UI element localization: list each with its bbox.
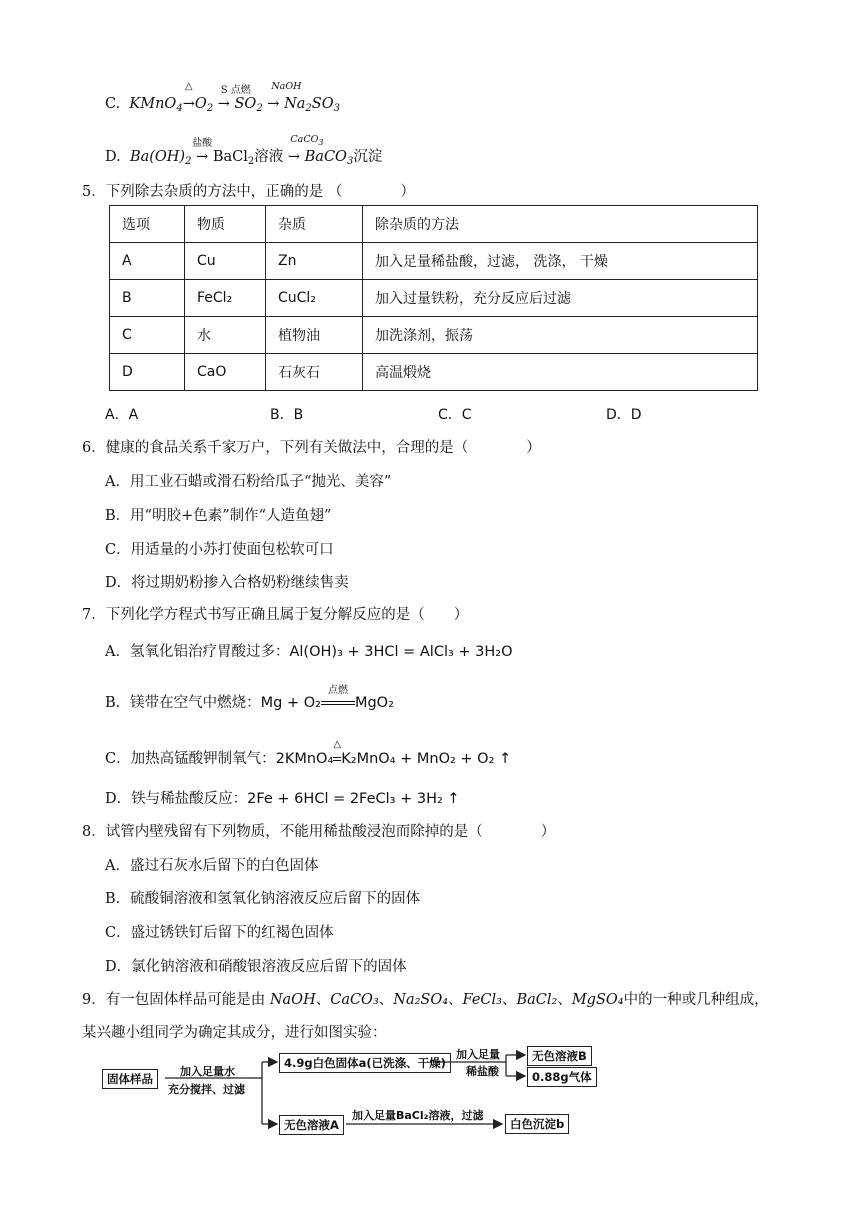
- q9-stem-line2: 某兴趣小组同学为确定其成分，进行如图实验：: [82, 1025, 387, 1041]
- table-row: C 水 植物油 加洗涤剂，振荡: [110, 317, 758, 354]
- table-row: B FeCl₂ CuCl₂ 加入过量铁粉，充分反应后过滤: [110, 280, 758, 317]
- step2-bottom-label: 稀盐酸: [466, 1065, 499, 1078]
- step1-bottom-label: 充分搅拌、过滤: [168, 1083, 245, 1096]
- q8-option-d[interactable]: D．氯化钠溶液和硝酸银溶液反应后留下的固体: [105, 959, 407, 975]
- table-header-row: 选项 物质 杂质 除杂质的方法: [110, 206, 758, 243]
- table-row: A Cu Zn 加入足量稀盐酸，过滤， 洗涤， 干燥: [110, 243, 758, 280]
- step1-top-label: 加入足量水: [180, 1065, 235, 1078]
- table-row: D CaO 石灰石 高温煅烧: [110, 354, 758, 391]
- q7-option-c[interactable]: C．加热高锰酸钾制氧气：2KMnO₄ △ K₂MnO₄ + MnO₂ + O₂ ↑: [105, 739, 512, 767]
- gas-box: 0.88g气体: [527, 1067, 597, 1087]
- step2-top-label: 加入足量: [456, 1048, 500, 1061]
- q6-stem: 6．健康的食品关系千家万户，下列有关做法中，合理的是（ ）: [82, 440, 541, 456]
- so2: $SO_2$: [234, 96, 263, 114]
- q5-answer-d[interactable]: D．D: [606, 407, 642, 423]
- q6-option-c[interactable]: C．用适量的小苏打使面包松软可口: [105, 542, 334, 558]
- q7-option-b[interactable]: B．镁带在空气中燃烧：Mg + O₂ 点燃 MgO₂: [105, 685, 394, 711]
- q5-answer-b[interactable]: B．B: [270, 407, 304, 423]
- step3-label: 加入足量BaCl₂溶液，过滤: [352, 1109, 484, 1122]
- solid-a-box: 4.9g白色固体a(已洗涤、干燥): [279, 1053, 451, 1073]
- q5-stem: 5．下列除去杂质的方法中，正确的是 （ ）: [82, 184, 415, 200]
- q8-option-b[interactable]: B．硫酸铜溶液和氢氧化钠溶液反应后留下的固体: [105, 891, 421, 907]
- solution-b-box: 无色溶液B: [527, 1046, 592, 1066]
- q8-stem: 8．试管内壁残留有下列物质，不能用稀盐酸浸泡而除掉的是（ ）: [82, 824, 556, 840]
- q7-stem: 7．下列化学方程式书写正确且属于复分解反应的是（ ）: [82, 607, 469, 623]
- sample-box: 固体样品: [102, 1069, 158, 1089]
- q5-answer-a[interactable]: A．A: [105, 407, 139, 423]
- q5-answer-c[interactable]: C．C: [438, 407, 472, 423]
- q9-stem: 9．有一包固体样品可能是由 NaOH、CaCO₃、Na₂SO₄、FeCl₃、BaCl₂、MgSO₄中的一种或几种组成，: [82, 992, 769, 1008]
- precipitate-b-box: 白色沉淀b: [505, 1114, 569, 1134]
- q6-option-b[interactable]: B．用“明胶+色素”制作“人造鱼翅”: [105, 508, 332, 524]
- q4-option-c: C. KMnO$_4$ △ $\to O_2$ S 点燃 → $SO_2$ NaOH → $Na_2SO_3$: [105, 81, 340, 114]
- q4-option-d: D. $Ba(OH)_2$ 盐酸 → BaCl$_2$溶液 CaCO$_3$ → BaCO$_3$沉淀: [105, 134, 383, 167]
- q6-option-d[interactable]: D．将过期奶粉掺入合格奶粉继续售卖: [105, 575, 349, 591]
- q6-option-a[interactable]: A．用工业石蜡或滑石粉给瓜子“抛光、美容”: [105, 474, 392, 490]
- q5-table: [109, 205, 758, 391]
- q8-option-c[interactable]: C．盛过锈铁钉后留下的红褐色固体: [105, 925, 334, 941]
- q7-option-d[interactable]: D．铁与稀盐酸反应：2Fe + 6HCl = 2FeCl₃ + 3H₂ ↑: [105, 791, 460, 807]
- q8-option-a[interactable]: A．盛过石灰水后留下的白色固体: [105, 858, 319, 874]
- q7-option-a[interactable]: A．氢氧化铝治疗胃酸过多：Al(OH)₃ + 3HCl = AlCl₃ + 3H₂O: [105, 644, 513, 660]
- q7-a-equation: Al(OH)₃ + 3HCl = AlCl₃ + 3H₂O: [289, 644, 513, 660]
- solution-a-box: 无色溶液A: [279, 1115, 344, 1135]
